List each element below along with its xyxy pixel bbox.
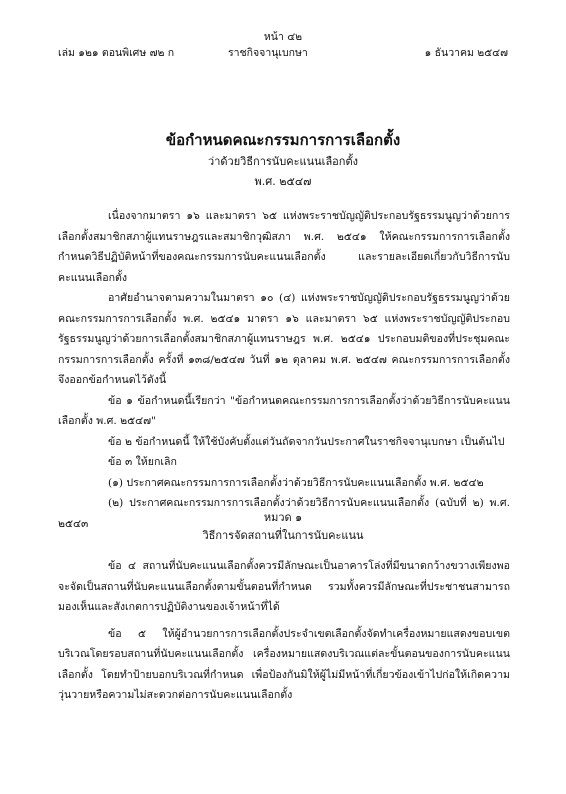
publication-date: ๑ ธันวาคม ๒๕๔๗ — [424, 47, 508, 59]
clause-4: ข้อ ๔ สถานที่นับคะแนนเลือกตั้งควรมีลักษณะเป็นอาคารโล่งที่มีขนาดกว้างขวางเพียงพอจะจัดเป็นสถานที่นับคะแนนเลือกตั้งตามขั้นตอนที่กำหนด รวมทั้งควรมีลักษณะที่ประชาชนสามารถมองเห็นและสังเกตการปฏิบัติงานของเจ้าหน้าที่ได้ — [58, 560, 510, 613]
document-title: ข้อกำหนดคณะกรรมการการเลือกตั้ง — [165, 131, 401, 149]
chapter-label: หมวด ๑ — [263, 511, 303, 524]
clause-3: ข้อ ๓ ให้ยกเลิก — [108, 456, 177, 468]
publication-name: ราชกิจจานุเบกษา — [228, 47, 308, 59]
clause-5: ข้อ ๕ ให้ผู้อำนวยการการเลือกตั้งประจำเขตเลือกตั้งจัดทำเครื่องหมายแสดงขอบเขตบริเวณโดยรอบสถานที่นับคะแนนเลือกตั้ง เครื่องหมายแสดงบริเวณแต่ละขั้นตอนของการนับคะแนนเลือกตั้ง โดยทำป้ายบอกบริเวณที่กำหนด เพื่อป้องกันมิให้ผู้ไม่มีหน้าที่เกี่ยวข้องเข้าไปก่อให้เกิดความวุ่นวายหรือความไม่สะดวกต่อการนับคะแนนเลือกตั้ง — [58, 627, 510, 701]
clause-3-item: (๑) ประกาศคณะกรรมการการเลือกตั้งว่าด้วยวิธีการนับคะแนนเลือกตั้ง พ.ศ. ๒๕๔๒ — [108, 476, 484, 489]
preamble-paragraph: เนื่องจากมาตรา ๑๖ และมาตรา ๖๕ แห่งพระราชบัญญัติประกอบรัฐธรรมนูญว่าด้วยการเลือกตั้งสมาชิกสภาผู้แทนราษฎรและสมาชิกวุฒิสภา พ.ศ. ๒๕๔๑ ให้คณะกรรมการการเลือกตั้งกำหนดวิธีปฏิบัติหน้าที่ของคณะกรรมการนับคะแนนเลือกตั้ง และรายละเอียดเกี่ยวกับวิธีการนับคะแนนเลือกตั้ง — [58, 210, 510, 284]
clause-2: ข้อ ๒ ข้อกำหนดนี้ ให้ใช้บังคับตั้งแต่วันถัดจากวันประกาศในราชกิจจานุเบกษา เป็นต้นไป — [108, 435, 505, 448]
preamble-section — [58, 206, 510, 534]
chapter-title: วิธีการจัดสถานที่ในการนับคะแนน — [202, 529, 364, 542]
page-number: หน้า ๔๒ — [263, 31, 303, 43]
chapter-section — [58, 556, 510, 706]
clause-1: ข้อ ๑ ข้อกำหนดนี้เรียกว่า "ข้อกำหนดคณะกรรมการการเลือกตั้งว่าด้วยวิธีการนับคะแนนเลือกตั้ง พ.ศ. ๒๕๔๗" — [58, 394, 510, 427]
clause-3-item: (๒) ประกาศคณะกรรมการการเลือกตั้งว่าด้วยวิธีการนับคะแนนเลือกตั้ง (ฉบับที่ ๒) พ.ศ. ๒๕๔๓ — [58, 497, 510, 530]
volume-info: เล่ม ๑๒๑ ตอนพิเศษ ๗๒ ก — [58, 47, 175, 59]
document-subtitle: ว่าด้วยวิธีการนับคะแนนเลือกตั้ง — [208, 155, 358, 168]
document-year: พ.ศ. ๒๕๔๗ — [254, 175, 312, 188]
preamble-paragraph: อาศัยอำนาจตามความในมาตรา ๑๐ (๔) แห่งพระราชบัญญัติประกอบรัฐธรรมนูญว่าด้วยคณะกรรมการการเลือกตั้ง พ.ศ. ๒๕๔๑ มาตรา ๑๖ และมาตรา ๖๕ แห่งพระราชบัญญัติประกอบรัฐธรรมนูญว่าด้วยการเลือกตั้งสมาชิกสภาผู้แทนราษฎร พ.ศ. ๒๕๔๑ ประกอบมติของที่ประชุมคณะกรรมการการเลือกตั้ง ครั้งที่ ๑๓๘/๒๕๔๗ วันที่ ๑๒ ตุลาคม พ.ศ. ๒๕๔๗ คณะกรรมการการเลือกตั้งจึงออกข้อกำหนดไว้ดังนี้ — [58, 292, 510, 386]
